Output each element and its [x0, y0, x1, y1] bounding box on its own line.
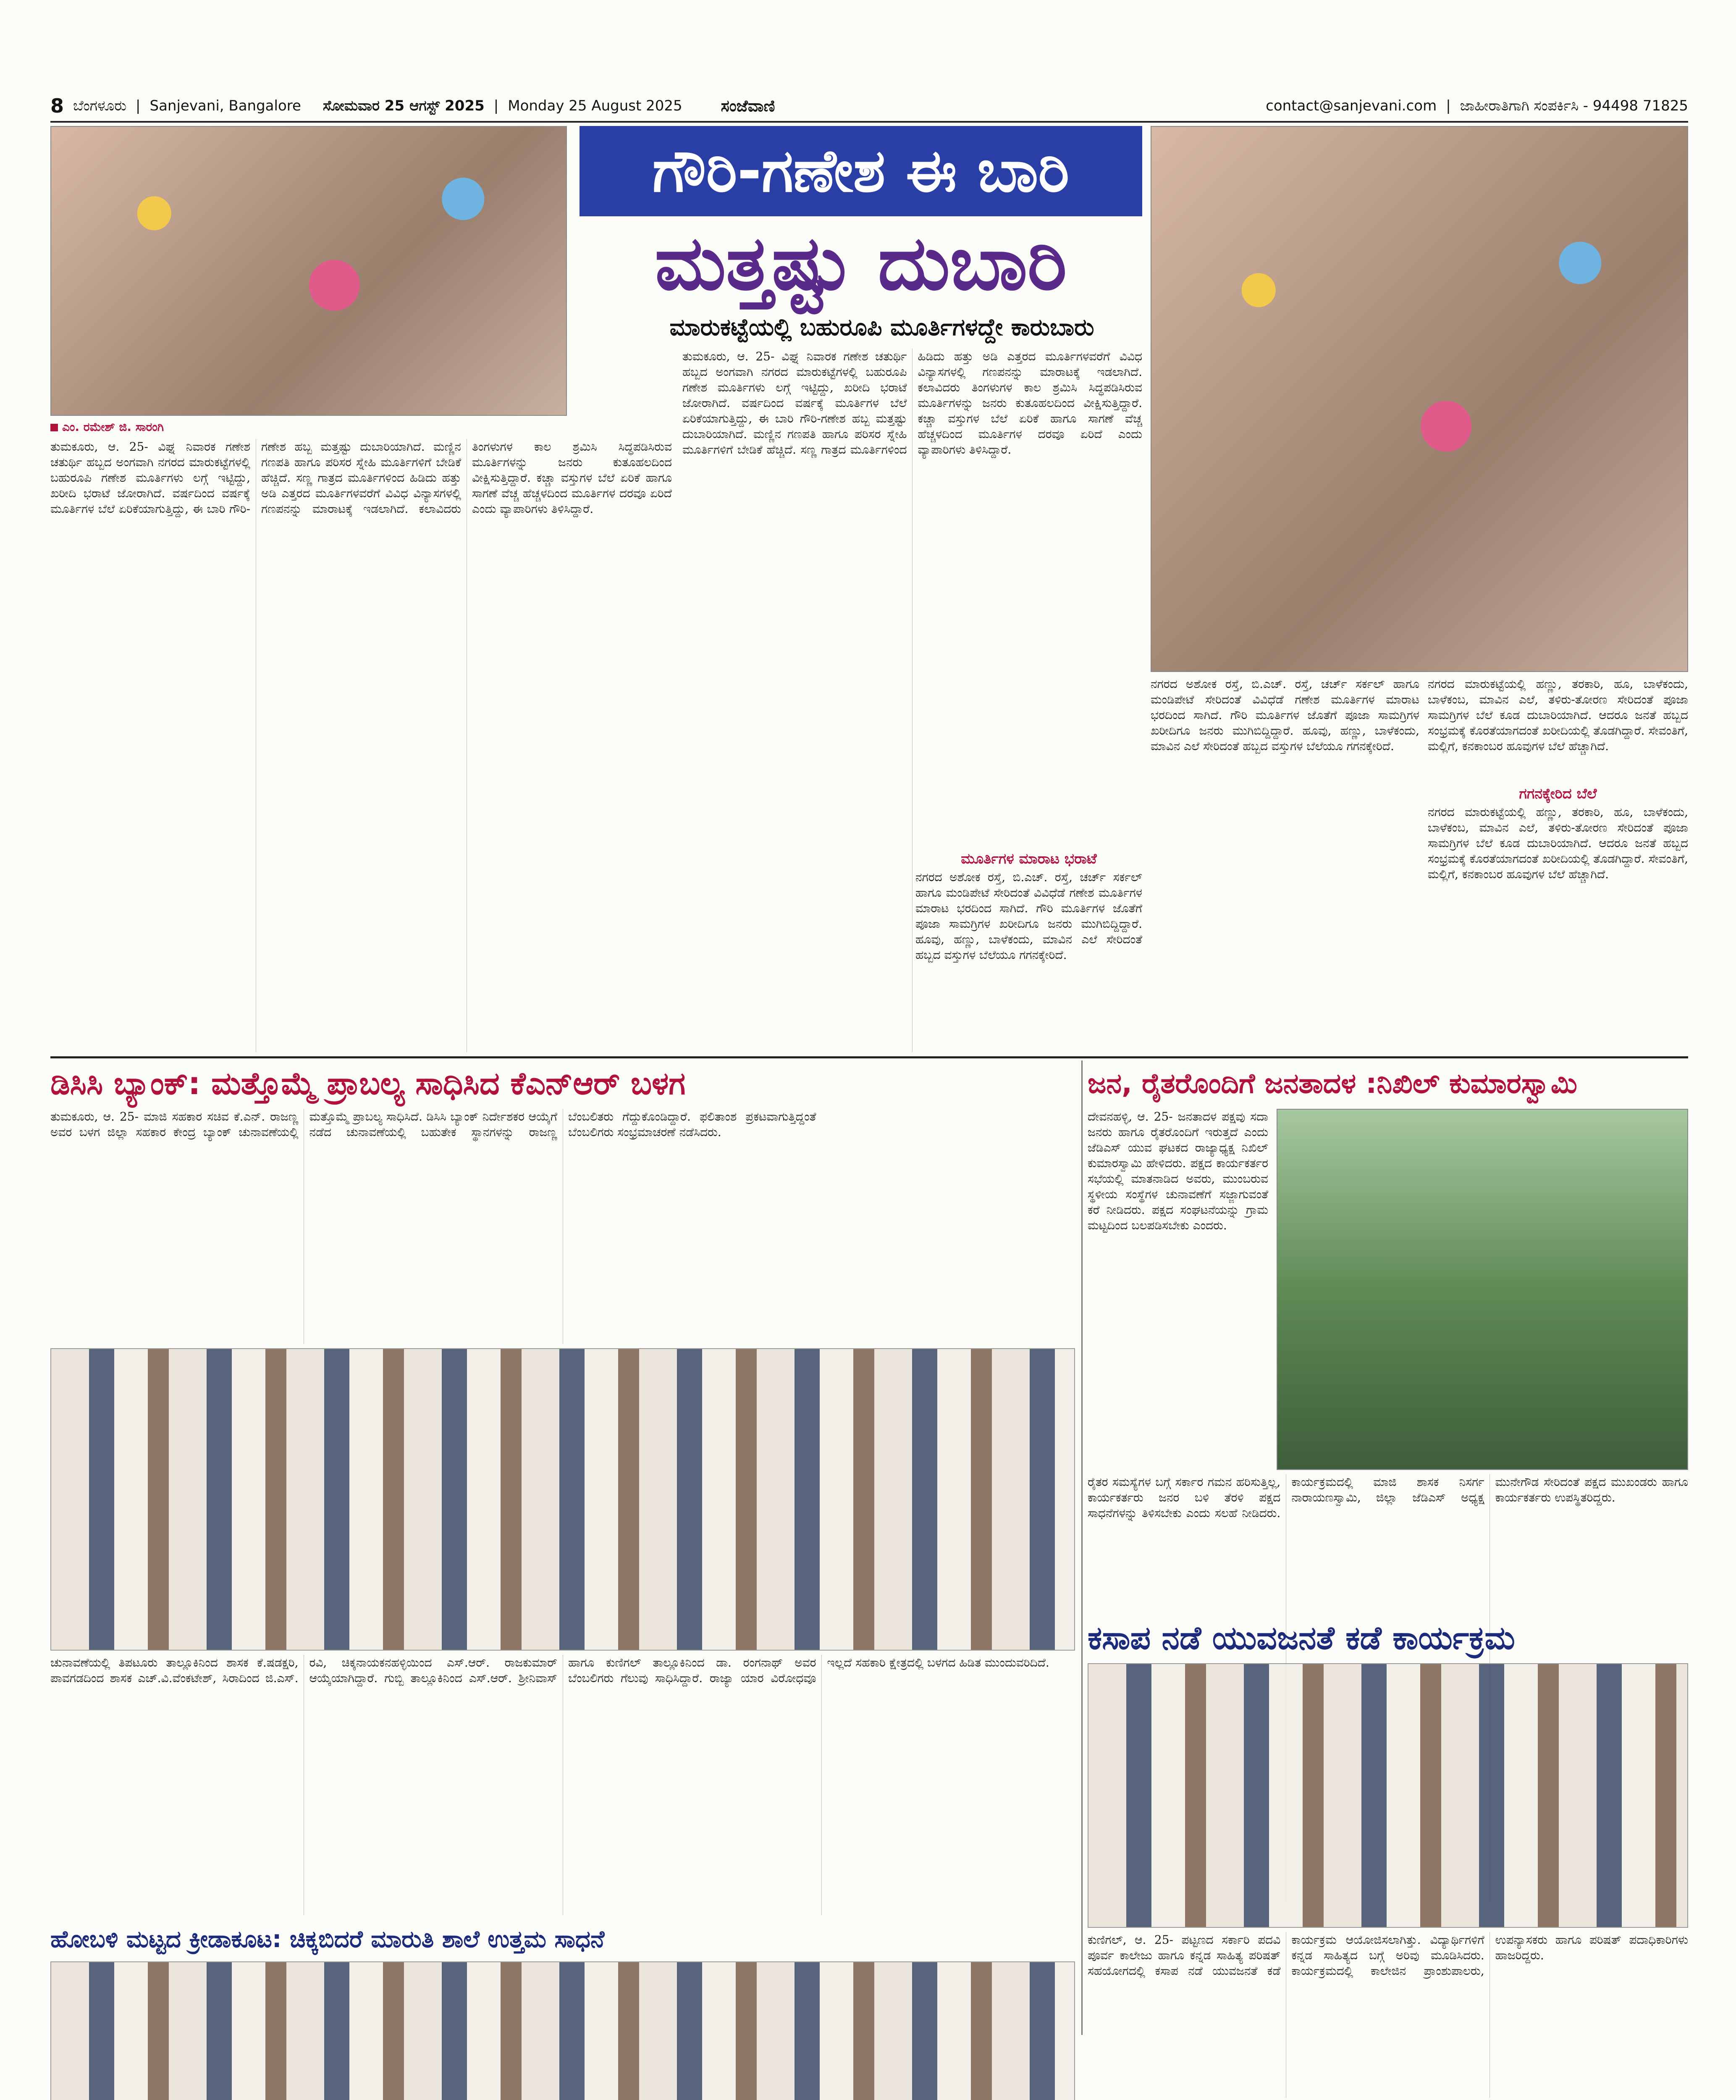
lead-bottom-rule [50, 1056, 1688, 1058]
page-number: 8 [50, 94, 64, 117]
masthead: ಸಂಜೆವಾಣಿ [721, 96, 775, 115]
lead-body-3: ನಗರದ ಅಶೋಕ ರಸ್ತೆ, ಬಿ.ಎಚ್. ರಸ್ತೆ, ಚರ್ಚ್ ಸರ್ಕಲ್ ಹಾಗೂ ಮಂಡಿಪೇಟೆ ಸೇರಿದಂತೆ ವಿವಿಧೆಡೆ ಗಣೇಶ ಮೂರ್ತಿಗಳ ಮಾರಾಟ ಭರದಿಂದ ಸಾಗಿದೆ. ಗೌರಿ ಮೂರ್ತಿಗಳ ಜೊತೆಗೆ ಪೂಜಾ ಸಾಮಗ್ರಿಗಳ ಖರೀದಿಗೂ ಜನರು ಮುಗಿಬಿದ್ದಿದ್ದಾರೆ. ಹೂವು, ಹಣ್ಣು, ಬಾಳೆಕಂದು, ಮಾವಿನ ಎಲೆ ಸೇರಿದಂತೆ ಹಬ್ಬದ ವಸ್ತುಗಳ ಬೆಲೆಯೂ ಗಗನಕ್ಕೇರಿದೆ. [915, 870, 1142, 962]
lead-body-2: ತುಮಕೂರು, ಆ. 25- ವಿಘ್ನ ನಿವಾರಕ ಗಣೇಶ ಚತುರ್ಥಿ ಹಬ್ಬದ ಅಂಗವಾಗಿ ನಗರದ ಮಾರುಕಟ್ಟೆಗಳಲ್ಲಿ ಬಹುರೂಪಿ ಗಣೇಶ ಮೂರ್ತಿಗಳು ಲಗ್ಗೆ ಇಟ್ಟಿದ್ದು, ಖರೀದಿ ಭರಾಟೆ ಜೋರಾಗಿದೆ. ವರ್ಷದಿಂದ ವರ್ಷಕ್ಕೆ ಮೂರ್ತಿಗಳ ಬೆಲೆ ಏರಿಕೆಯಾಗುತ್ತಿದ್ದು, ಈ ಬಾರಿ ಗೌರಿ-ಗಣೇಶ ಹಬ್ಬ ಮತ್ತಷ್ಟು ದುಬಾರಿಯಾಗಿದೆ. ಮಣ್ಣಿನ ಗಣಪತಿ ಹಾಗೂ ಪರಿಸರ ಸ್ನೇಹಿ ಮೂರ್ತಿಗಳಿಗೆ ಬೇಡಿಕೆ ಹೆಚ್ಚಿದೆ. ಸಣ್ಣ ಗಾತ್ರದ ಮೂರ್ತಿಗಳಿಂದ ಹಿಡಿದು ಹತ್ತು ಅಡಿ ಎತ್ತರದ ಮೂರ್ತಿಗಳವರೆಗೆ ವಿವಿಧ ವಿನ್ಯಾಸಗಳಲ್ಲಿ ಗಣಪನನ್ನು ಮಾರಾಟಕ್ಕೆ ಇಡಲಾಗಿದೆ. ಕಲಾವಿದರು ತಿಂಗಳುಗಳ ಕಾಲ ಶ್ರಮಿಸಿ ಸಿದ್ಧಪಡಿಸಿರುವ ಮೂರ್ತಿಗಳನ್ನು ಜನರು ಕುತೂಹಲದಿಂದ ವೀಕ್ಷಿಸುತ್ತಿದ್ದಾರೆ. ಕಚ್ಚಾ ವಸ್ತುಗಳ ಬೆಲೆ ಏರಿಕೆ ಹಾಗೂ ಸಾಗಣೆ ವೆಚ್ಚ ಹೆಚ್ಚಳದಿಂದ ಮೂರ್ತಿಗಳ ದರವೂ ಏರಿದೆ ಎಂದು ವ್ಯಾಪಾರಿಗಳು ತಿಳಿಸಿದ್ದಾರೆ. [682, 349, 1142, 457]
ad-contact: ಜಾಹೀರಾತಿಗಾಗಿ ಸಂಪರ್ಕಿಸಿ - 94498 71825 [1460, 97, 1688, 114]
lead-body-5: ನಗರದ ಮಾರುಕಟ್ಟೆಯಲ್ಲಿ ಹಣ್ಣು, ತರಕಾರಿ, ಹೂ, ಬಾಳೆಕಂದು, ಬಾಳೆಕಂಬ, ಮಾವಿನ ಎಲೆ, ತಳಿರು-ತೋರಣ ಸೇರಿದಂತೆ ಪೂಜಾ ಸಾಮಗ್ರಿಗಳ ಬೆಲೆ ಕೂಡ ದುಬಾರಿಯಾಗಿದೆ. ಆದರೂ ಜನತೆ ಹಬ್ಬದ ಸಂಭ್ರಮಕ್ಕೆ ಕೊರತೆಯಾಗದಂತೆ ಖರೀದಿಯಲ್ಲಿ ತೊಡಗಿದ್ದಾರೆ. ಸೇವಂತಿಗೆ, ಮಲ್ಲಿಗೆ, ಕನಕಾಂಬರ ಹೂವುಗಳ ಬೆಲೆ ಹೆಚ್ಚಾಗಿದೆ. [1428, 677, 1688, 753]
page-city: ಬೆಂಗಳೂರು [73, 97, 127, 114]
sports1-headline: ಹೋಬಳಿ ಮಟ್ಟದ ಕ್ರೀಡಾಕೂಟ: ಚಿಕ್ಕಬಿದರೆ ಮಾರುತಿ ಶಾಲೆ ಉತ್ತಮ ಸಾಧನೆ [50, 1925, 605, 1953]
lead-subsection-2: ಗಗನಕ್ಕೇರಿದ ಬೆಲೆ [1519, 785, 1597, 802]
lead-body-4: ನಗರದ ಅಶೋಕ ರಸ್ತೆ, ಬಿ.ಎಚ್. ರಸ್ತೆ, ಚರ್ಚ್ ಸರ್ಕಲ್ ಹಾಗೂ ಮಂಡಿಪೇಟೆ ಸೇರಿದಂತೆ ವಿವಿಧೆಡೆ ಗಣೇಶ ಮೂರ್ತಿಗಳ ಮಾರಾಟ ಭರದಿಂದ ಸಾಗಿದೆ. ಗೌರಿ ಮೂರ್ತಿಗಳ ಜೊತೆಗೆ ಪೂಜಾ ಸಾಮಗ್ರಿಗಳ ಖರೀದಿಗೂ ಜನರು ಮುಗಿಬಿದ್ದಿದ್ದಾರೆ. ಹೂವು, ಹಣ್ಣು, ಬಾಳೆಕಂದು, ಮಾವಿನ ಎಲೆ ಸೇರಿದಂತೆ ಹಬ್ಬದ ವಸ್ತುಗಳ ಬೆಲೆಯೂ ಗಗನಕ್ಕೇರಿದೆ. [1151, 677, 1419, 753]
lead-subsection: ಮೂರ್ತಿಗಳ ಮಾರಾಟ ಭರಾಟೆ [961, 850, 1097, 867]
sports1-photo [50, 1961, 1075, 2100]
dcc-headline: ಡಿಸಿಸಿ ಬ್ಯಾಂಕ್: ಮತ್ತೊಮ್ಮೆ ಪ್ರಾಬಲ್ಯ ಸಾಧಿಸಿದ ಕೆಎನ್‌ಆರ್ ಬಳಗ [50, 1065, 686, 1102]
dcc-body-1: ತುಮಕೂರು, ಆ. 25- ಮಾಜಿ ಸಹಕಾರ ಸಚಿವ ಕೆ.ಎನ್. ರಾಜಣ್ಣ ಅವರ ಬಳಗ ಜಿಲ್ಲಾ ಸಹಕಾರ ಕೇಂದ್ರ ಬ್ಯಾಂಕ್ ಚುನಾವಣೆಯಲ್ಲಿ ಮತ್ತೊಮ್ಮೆ ಪ್ರಾಬಲ್ಯ ಸಾಧಿಸಿದೆ. ಡಿಸಿಸಿ ಬ್ಯಾಂಕ್ ನಿರ್ದೇಶಕರ ಆಯ್ಕೆಗೆ ನಡೆದ ಚುನಾವಣೆಯಲ್ಲಿ ಬಹುತೇಕ ಸ್ಥಾನಗಳನ್ನು ರಾಜಣ್ಣ ಬೆಂಬಲಿತರು ಗೆದ್ದುಕೊಂಡಿದ್ದಾರೆ. ಫಲಿತಾಂಶ ಪ್ರಕಟವಾಗುತ್ತಿದ್ದಂತೆ ಬೆಂಬಲಿಗರು ಸಂಭ್ರಮಾಚರಣೆ ನಡೆಸಿದರು. [50, 1110, 816, 1139]
byline-marker-icon [50, 424, 58, 431]
lead-body-6: ನಗರದ ಮಾರುಕಟ್ಟೆಯಲ್ಲಿ ಹಣ್ಣು, ತರಕಾರಿ, ಹೂ, ಬಾಳೆಕಂದು, ಬಾಳೆಕಂಬ, ಮಾವಿನ ಎಲೆ, ತಳಿರು-ತೋರಣ ಸೇರಿದಂತೆ ಪೂಜಾ ಸಾಮಗ್ರಿಗಳ ಬೆಲೆ ಕೂಡ ದುಬಾರಿಯಾಗಿದೆ. ಆದರೂ ಜನತೆ ಹಬ್ಬದ ಸಂಭ್ರಮಕ್ಕೆ ಕೊರತೆಯಾಗದಂತೆ ಖರೀದಿಯಲ್ಲಿ ತೊಡಗಿದ್ದಾರೆ. ಸೇವಂತಿಗೆ, ಮಲ್ಲಿಗೆ, ಕನಕಾಂಬರ ಹೂವುಗಳ ಬೆಲೆ ಹೆಚ್ಚಾಗಿದೆ. [1428, 805, 1688, 881]
janata-body-2: ರೈತರ ಸಮಸ್ಯೆಗಳ ಬಗ್ಗೆ ಸರ್ಕಾರ ಗಮನ ಹರಿಸುತ್ತಿಲ್ಲ, ಕಾರ್ಯಕರ್ತರು ಜನರ ಬಳಿ ತೆರಳಿ ಪಕ್ಷದ ಸಾಧನೆಗಳನ್ನು ತಿಳಿಸಬೇಕು ಎಂದು ಸಲಹೆ ನೀಡಿದರು. ಕಾರ್ಯಕ್ರಮದಲ್ಲಿ ಮಾಜಿ ಶಾಸಕ ನಿಸರ್ಗ ನಾರಾಯಣಸ್ವಾಮಿ, ಜಿಲ್ಲಾ ಜೆಡಿಎಸ್ ಅಧ್ಯಕ್ಷ ಮುನೇಗೌಡ ಸೇರಿದಂತೆ ಪಕ್ಷದ ಮುಖಂಡರು ಹಾಗೂ ಕಾರ್ಯಕರ್ತರು ಉಪಸ್ಥಿತರಿದ್ದರು. [1088, 1475, 1688, 1520]
lead-photo-idols [50, 126, 567, 416]
header-rule [50, 121, 1688, 123]
paper-name: Sanjevani, Bangalore [149, 97, 301, 114]
lead-body-1: ತುಮಕೂರು, ಆ. 25- ವಿಘ್ನ ನಿವಾರಕ ಗಣೇಶ ಚತುರ್ಥಿ ಹಬ್ಬದ ಅಂಗವಾಗಿ ನಗರದ ಮಾರುಕಟ್ಟೆಗಳಲ್ಲಿ ಬಹುರೂಪಿ ಗಣೇಶ ಮೂರ್ತಿಗಳು ಲಗ್ಗೆ ಇಟ್ಟಿದ್ದು, ಖರೀದಿ ಭರಾಟೆ ಜೋರಾಗಿದೆ. ವರ್ಷದಿಂದ ವರ್ಷಕ್ಕೆ ಮೂರ್ತಿಗಳ ಬೆಲೆ ಏರಿಕೆಯಾಗುತ್ತಿದ್ದು, ಈ ಬಾರಿ ಗೌರಿ-ಗಣೇಶ ಹಬ್ಬ ಮತ್ತಷ್ಟು ದುಬಾರಿಯಾಗಿದೆ. ಮಣ್ಣಿನ ಗಣಪತಿ ಹಾಗೂ ಪರಿಸರ ಸ್ನೇಹಿ ಮೂರ್ತಿಗಳಿಗೆ ಬೇಡಿಕೆ ಹೆಚ್ಚಿದೆ. ಸಣ್ಣ ಗಾತ್ರದ ಮೂರ್ತಿಗಳಿಂದ ಹಿಡಿದು ಹತ್ತು ಅಡಿ ಎತ್ತರದ ಮೂರ್ತಿಗಳವರೆಗೆ ವಿವಿಧ ವಿನ್ಯಾಸಗಳಲ್ಲಿ ಗಣಪನನ್ನು ಮಾರಾಟಕ್ಕೆ ಇಡಲಾಗಿದೆ. ಕಲಾವಿದರು ತಿಂಗಳುಗಳ ಕಾಲ ಶ್ರಮಿಸಿ ಸಿದ್ಧಪಡಿಸಿರುವ ಮೂರ್ತಿಗಳನ್ನು ಜನರು ಕುತೂಹಲದಿಂದ ವೀಕ್ಷಿಸುತ್ತಿದ್ದಾರೆ. ಕಚ್ಚಾ ವಸ್ತುಗಳ ಬೆಲೆ ಏರಿಕೆ ಹಾಗೂ ಸಾಗಣೆ ವೆಚ್ಚ ಹೆಚ್ಚಳದಿಂದ ಮೂರ್ತಿಗಳ ದರವೂ ಏರಿದೆ ಎಂದು ವ್ಯಾಪಾರಿಗಳು ತಿಳಿಸಿದ್ದಾರೆ. [50, 440, 672, 516]
janata-headline: ಜನ, ರೈತರೊಂದಿಗೆ ಜನತಾದಳ :ನಿಖಿಲ್ ಕುಮಾರಸ್ವಾಮಿ [1088, 1067, 1577, 1100]
dcc-body-2: ಚುನಾವಣೆಯಲ್ಲಿ ತಿಪಟೂರು ತಾಲ್ಲೂಕಿನಿಂದ ಶಾಸಕ ಕೆ.ಷಡಕ್ಷರಿ, ಪಾವಗಡದಿಂದ ಶಾಸಕ ಎಚ್.ವಿ.ವೆಂಕಟೇಶ್, ಸಿರಾದಿಂದ ಜಿ.ಎಸ್. ರವಿ, ಚಿಕ್ಕನಾಯಕನಹಳ್ಳಿಯಿಂದ ಎಸ್.ಆರ್. ರಾಜಕುಮಾರ್ ಆಯ್ಕೆಯಾಗಿದ್ದಾರೆ. ಗುಬ್ಬಿ ತಾಲ್ಲೂಕಿನಿಂದ ಎಸ್.ಆರ್. ಶ್ರೀನಿವಾಸ್ ಹಾಗೂ ಕುಣಿಗಲ್ ತಾಲ್ಲೂಕಿನಿಂದ ಡಾ. ರಂಗನಾಥ್ ಅವರ ಬೆಂಬಲಿಗರು ಗೆಲುವು ಸಾಧಿಸಿದ್ದಾರೆ. ರಾಜ್ಯಾ ಯಾರ ವಿರೋಧವೂ ಇಲ್ಲದೆ ಸಹಕಾರಿ ಕ್ಷೇತ್ರದಲ್ಲಿ ಬಳಗದ ಹಿಡಿತ ಮುಂದುವರಿದಿದೆ. [50, 1656, 1049, 1685]
column-divider [1081, 1060, 1083, 2035]
lead-byline: ಎಂ. ರಮೇಶ್ ಜಿ. ಸಾರಂಗಿ [50, 420, 302, 437]
lead-photo-shop [1151, 126, 1688, 672]
janata-body-1: ದೇವನಹಳ್ಳಿ, ಆ. 25- ಜನತಾದಳ ಪಕ್ಷವು ಸದಾ ಜನರು ಹಾಗೂ ರೈತರೊಂದಿಗೆ ಇರುತ್ತದೆ ಎಂದು ಜೆಡಿಎಸ್ ಯುವ ಘಟಕದ ರಾಜ್ಯಾಧ್ಯಕ್ಷ ನಿಖಿಲ್ ಕುಮಾರಸ್ವಾಮಿ ಹೇಳಿದರು. ಪಕ್ಷದ ಕಾರ್ಯಕರ್ತರ ಸಭೆಯಲ್ಲಿ ಮಾತನಾಡಿದ ಅವರು, ಮುಂಬರುವ ಸ್ಥಳೀಯ ಸಂಸ್ಥೆಗಳ ಚುನಾವಣೆಗೆ ಸಜ್ಜಾಗುವಂತೆ ಕರೆ ನೀಡಿದರು. ಪಕ್ಷದ ಸಂಘಟನೆಯನ್ನು ಗ್ರಾಮ ಮಟ್ಟದಿಂದ ಬಲಪಡಿಸಬೇಕು ಎಂದರು. [1088, 1110, 1268, 1232]
page-header: 8 ಬೆಂಗಳೂರು | Sanjevani, Bangalore ಸೋಮವಾರ 25 ಆಗಸ್ಟ್ 2025 | Monday 25 August 2025 ಸಂಜೆವಾಣಿ contact@sanjevani.com | ಜಾಹೀರಾತಿಗಾಗಿ ಸಂಪರ್ಕಿಸಿ - 94498 71825 [50, 94, 1688, 117]
dcc-photo [50, 1348, 1075, 1651]
kasapa-headline: ಕಸಾಪ ನಡೆ ಯುವಜನತೆ ಕಡೆ ಕಾರ್ಯಕ್ರಮ [1088, 1619, 1515, 1656]
date-kannada: ಸೋಮವಾರ 25 ಆಗಸ್ಟ್ 2025 [323, 97, 485, 114]
kasapa-photo [1088, 1663, 1688, 1928]
lead-headline-2: ಮತ್ತಷ್ಟು ದುಬಾರಿ [655, 219, 1067, 307]
date-english: Monday 25 August 2025 [508, 97, 682, 114]
lead-subhead: ಮಾರುಕಟ್ಟೆಯಲ್ಲಿ ಬಹುರೂಪಿ ಮೂರ್ತಿಗಳದ್ದೇ ಕಾರುಬಾರು [669, 314, 1094, 341]
contact-email[interactable]: contact@sanjevani.com [1266, 97, 1437, 114]
lead-headline-1: ಗೌರಿ-ಗಣೇಶ ಈ ಬಾರಿ [580, 126, 1142, 216]
janata-photo [1277, 1109, 1688, 1470]
kasapa-body: ಕುಣಿಗಲ್, ಆ. 25- ಪಟ್ಟಣದ ಸರ್ಕಾರಿ ಪದವಿ ಪೂರ್ವ ಕಾಲೇಜು ಹಾಗೂ ಕನ್ನಡ ಸಾಹಿತ್ಯ ಪರಿಷತ್ ಸಹಯೋಗದಲ್ಲಿ ಕಸಾಪ ನಡೆ ಯುವಜನತೆ ಕಡೆ ಕಾರ್ಯಕ್ರಮ ಆಯೋಜಿಸಲಾಗಿತ್ತು. ವಿದ್ಯಾರ್ಥಿಗಳಿಗೆ ಕನ್ನಡ ಸಾಹಿತ್ಯದ ಬಗ್ಗೆ ಅರಿವು ಮೂಡಿಸಿದರು. ಕಾರ್ಯಕ್ರಮದಲ್ಲಿ ಕಾಲೇಜಿನ ಪ್ರಾಂಶುಪಾಲರು, ಉಪನ್ಯಾಸಕರು ಹಾಗೂ ಪರಿಷತ್ ಪದಾಧಿಕಾರಿಗಳು ಹಾಜರಿದ್ದರು. [1088, 1933, 1688, 1978]
